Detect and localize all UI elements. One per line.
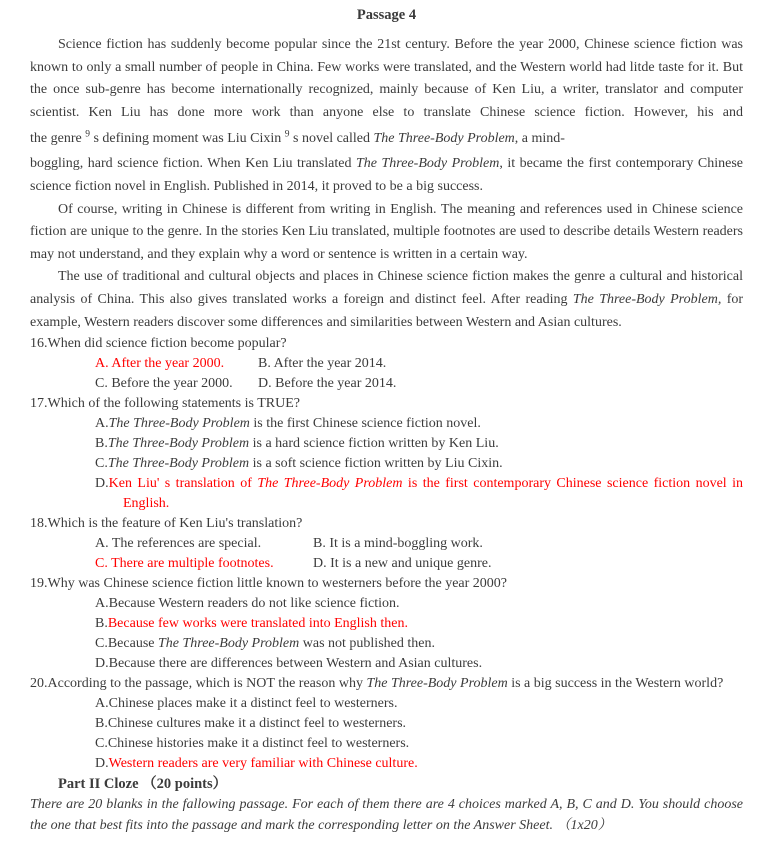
- passage-paragraph-1-continued: boggling, hard science fiction. When Ken Liu translated The Three-Body Problem, it became the first contemporary Chinese science fiction novel in English. Published in 2014, it proved to be a big success.: [30, 156, 744, 194]
- question-18-option-d: D. It is a new and unique genre.: [313, 556, 492, 572]
- cloze-instructions: There are 20 blanks in the fallowing passage. For each of them there are 4 choices marked A, B, C and D. You should choose the one that best fits into the passage and mark the corresponding letter on the Answer Sheet. （1x20）: [30, 797, 743, 834]
- question-17-option-a: A.The Three-Body Problem is the first Chinese science fiction novel.: [95, 416, 481, 432]
- question-18-options-row-2: [30, 554, 743, 574]
- question-17: [30, 394, 743, 514]
- question-20-option-a: A.Chinese places make it a distinct feel to westerners.: [95, 696, 398, 712]
- question-16-stem: 16.When did science fiction become popular?: [30, 336, 287, 352]
- question-19-option-b: B.Because few works were translated into English then.: [95, 616, 408, 632]
- question-16-options-row-2: [30, 374, 743, 394]
- passage-paragraph-3: The use of traditional and cultural objects and places in Chinese science fiction makes the genre a cultural and historical analysis of China. This also gives translated works a foreign and distinct feel. After reading The Three-Body Problem, for example, Western readers discover some differences and similarities between Western and Asian cultures.: [30, 269, 744, 330]
- question-20-option-d: D.Western readers are very familiar with Chinese culture.: [95, 756, 418, 772]
- question-20: [30, 674, 743, 774]
- question-18-stem: 18.Which is the feature of Ken Liu's translation?: [30, 516, 303, 532]
- question-17-option-b: B.The Three-Body Problem is a hard science fiction written by Ken Liu.: [95, 436, 499, 452]
- question-19-stem: 19.Why was Chinese science fiction little known to westerners before the year 2000?: [30, 576, 508, 592]
- question-18-option-c: C. There are multiple footnotes.: [95, 556, 274, 572]
- question-19-option-d: D.Because there are differences between Western and Asian cultures.: [95, 656, 483, 672]
- question-19: [30, 574, 743, 674]
- question-17-stem: 17.Which of the following statements is TRUE?: [30, 396, 300, 412]
- passage-title: Passage 4: [356, 7, 417, 23]
- questions-section: [30, 334, 743, 774]
- question-16-option-d: D. Before the year 2014.: [258, 376, 397, 392]
- passage-paragraph-2: Of course, writing in Chinese is different from writing in English. The meaning and references used in Chinese science fiction are unique to the genre. In the stories Ken Liu translated, multiple footnotes are used to describe details Western readers may not understand, and they explain why a word or sentence is written in a certain way.: [30, 201, 743, 262]
- question-18-option-a: A. The references are special.: [95, 536, 262, 552]
- question-20-option-c: C.Chinese histories make it a distinct feel to westerners.: [95, 736, 410, 752]
- question-19-option-a: A.Because Western readers do not like science fiction.: [95, 596, 400, 612]
- question-16-options-row-1: [30, 354, 743, 374]
- question-18: [30, 514, 743, 574]
- question-18-options-row-1: [30, 534, 743, 554]
- question-16-option-a: A. After the year 2000.: [95, 356, 225, 372]
- question-16-option-b: B. After the year 2014.: [258, 356, 387, 372]
- part2-heading: Part II Cloze （20 points）: [58, 776, 228, 793]
- question-17-option-d: D.Ken Liu' s translation of The Three-Body Problem is the first contemporary Chinese science fiction novel in English.: [95, 476, 744, 512]
- question-16: [30, 334, 743, 394]
- question-18-option-b: B. It is a mind-boggling work.: [313, 536, 483, 552]
- question-16-option-c: C. Before the year 2000.: [95, 376, 233, 392]
- question-19-option-c: C.Because The Three-Body Problem was not published then.: [95, 636, 435, 652]
- question-17-option-c: C.The Three-Body Problem is a soft science fiction written by Liu Cixin.: [95, 456, 503, 472]
- question-20-option-b: B.Chinese cultures make it a distinct feel to westerners.: [95, 716, 407, 732]
- question-20-stem: 20.According to the passage, which is NOT the reason why The Three-Body Problem is a big success in the Western world?: [30, 676, 724, 692]
- passage-paragraph-1: Science fiction has suddenly become popular since the 21st century. Before the year 2000, Chinese science fiction was known to only a small number of people in China. Few works were translated, and the Western world had litde taste for it. But the once sub-genre has become internationally recognized, mainly because of Ken Liu, a writer, translator and computer scientist. Ken Liu has done more work than anyone else to translate Chinese science fiction. However, his and: [30, 37, 743, 120]
- passage-formula-line: the genre $^9$ s defining moment was Liu Cixin $^9$ s novel called The Three-Body Problem, a mind-: [30, 129, 565, 147]
